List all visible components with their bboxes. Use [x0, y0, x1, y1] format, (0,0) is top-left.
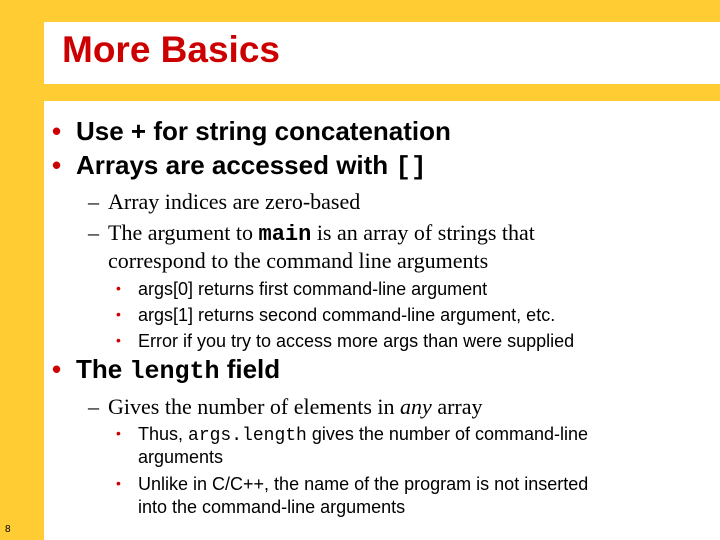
length-item-args-length-continued: arguments	[138, 447, 224, 467]
length-item-args-length: • Thus, args.length gives the number of command-line	[116, 424, 588, 446]
args-item-0: • args[0] returns first command-line argument	[116, 279, 488, 299]
slide-title: More Basics	[62, 29, 280, 70]
bullet-icon: •	[116, 425, 121, 441]
sub-zero-based: – Array indices are zero-based	[88, 189, 361, 214]
bullet-icon: •	[52, 150, 62, 180]
bullet-icon: •	[116, 306, 121, 322]
dash-icon: –	[88, 394, 99, 419]
bullet-string-concatenation: • Use + for string concatenation	[52, 116, 451, 146]
bullet-icon: •	[52, 116, 62, 146]
bullet-icon: •	[116, 332, 121, 348]
dash-icon: –	[88, 189, 99, 214]
sub-main-argument-continued: correspond to the command line arguments	[108, 248, 489, 273]
sub-number-of-elements: – Gives the number of elements in any array	[88, 394, 483, 419]
args-item-1: • args[1] returns second command-line argument, etc.	[116, 305, 556, 325]
bullet-arrays-access: • Arrays are accessed with []	[52, 150, 427, 182]
page-number: 8	[5, 524, 11, 535]
args-item-error: • Error if you try to access more args than were supplied	[116, 331, 575, 351]
bullet-icon: •	[52, 354, 62, 384]
bullet-length-field: • The length field	[52, 354, 281, 386]
left-accent-bar	[0, 0, 44, 540]
length-item-program-name: • Unlike in C/C++, the name of the program is not inserted	[116, 474, 589, 494]
length-item-program-name-continued: into the command-line arguments	[138, 497, 406, 517]
dash-icon: –	[88, 220, 99, 245]
bullet-icon: •	[116, 475, 121, 491]
sub-main-argument: – The argument to main is an array of strings that	[88, 220, 535, 247]
bullet-icon: •	[116, 280, 121, 296]
